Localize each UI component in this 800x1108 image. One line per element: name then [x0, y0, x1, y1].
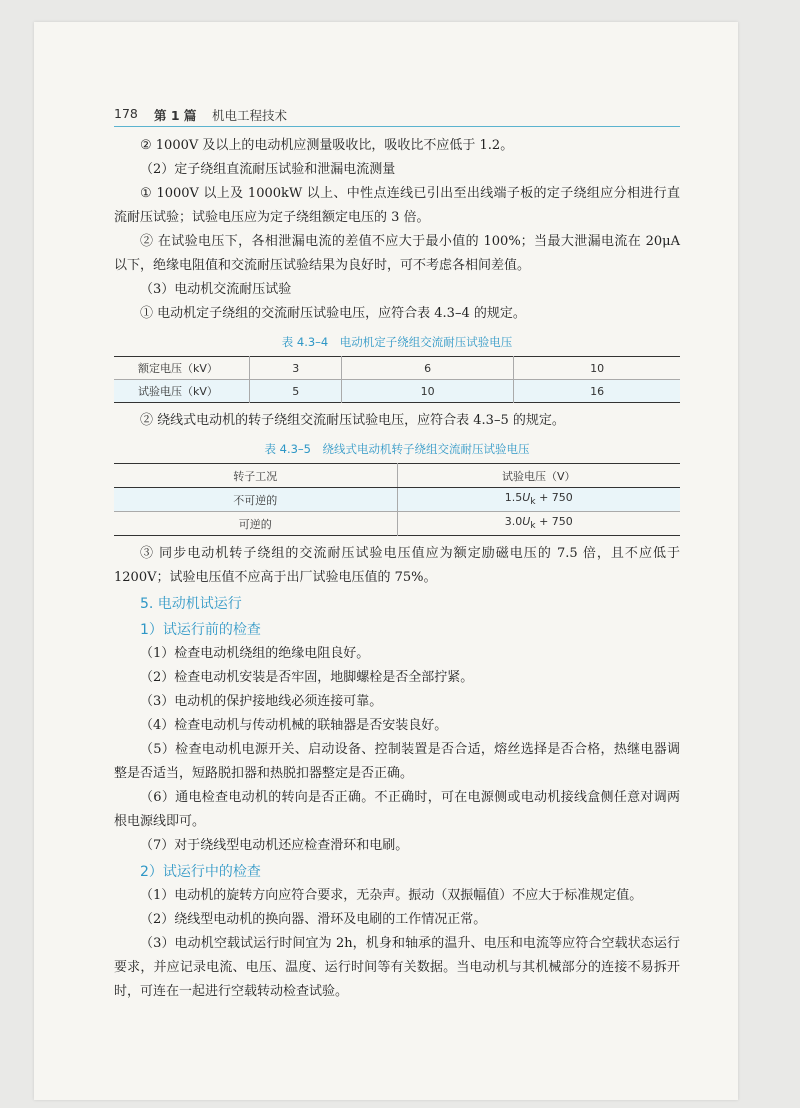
formula-symbol: U	[522, 515, 531, 529]
rotor-voltage-table	[114, 463, 680, 536]
formula-cell	[397, 512, 680, 536]
page-number: 178	[114, 106, 138, 121]
table-row	[114, 357, 680, 380]
stator-voltage-table	[114, 356, 680, 403]
table-row	[114, 380, 680, 403]
paragraph: ② 绕线式电动机的转子绕组交流耐压试验电压，应符合表 4.3–5 的规定。	[140, 413, 565, 428]
subsection-heading: 1）试运行前的检查	[140, 622, 261, 638]
list-item: （5）检查电动机电源开关、启动设备、控制装置是否合适，熔丝选择是否合格，热继电器调整是否适当，短路脱扣器和热脱扣器整定是否正确。	[114, 742, 680, 781]
list-item: （2）绕线型电动机的换向器、滑环及电刷的工作情况正常。	[140, 912, 487, 927]
table-row	[114, 512, 680, 536]
table-caption: 表 4.3–4 电动机定子绕组交流耐压试验电压	[281, 335, 513, 349]
table-header-row	[114, 464, 680, 488]
list-item: （2）检查电动机安装是否牢固，地脚螺栓是否全部拧紧。	[140, 670, 474, 685]
list-item: （7）对于绕线型电动机还应检查滑环和电刷。	[140, 838, 409, 853]
table-caption: 表 4.3–5 绕线式电动机转子绕组交流耐压试验电压	[264, 442, 530, 456]
subsection-heading: 2）试运行中的检查	[140, 864, 261, 880]
chapter-label: 第 1 篇	[154, 108, 197, 123]
page-content	[114, 134, 680, 1004]
paragraph: ③ 同步电动机转子绕组的交流耐压试验电压值应为额定励磁电压的 7.5 倍，且不应低于 1200V；试验电压值不应高于出厂试验电压值的 75%。	[114, 546, 680, 585]
page-header	[114, 102, 680, 127]
table-cell: 可逆的	[238, 517, 272, 531]
table-cell: 6	[342, 357, 514, 380]
formula-suffix: + 750	[535, 491, 573, 505]
row-label: 试验电压（kV）	[114, 380, 250, 403]
table-cell: 10	[342, 380, 514, 403]
list-item: （3）电动机空载试运行时间宜为 2h，机身和轴承的温升、电压和电流等应符合空载状态运行要求，并应记录电流、电压、温度、运行时间等有关数据。当电动机与其机械部分的连接不易拆开时，可连在一起进行空载转动检查试验。	[114, 936, 680, 999]
paragraph: ② 在试验电压下，各相泄漏电流的差值不应大于最小值的 100%；当最大泄漏电流在 20μA 以下，绝缘电阻值和交流耐压试验结果为良好时，可不考虑各相间差值。	[114, 234, 680, 273]
row-label: 额定电压（kV）	[114, 357, 250, 380]
chapter-title: 机电工程技术	[212, 108, 288, 123]
document-page	[34, 22, 738, 1100]
table-row	[114, 488, 680, 512]
formula-coef: 1.5	[504, 491, 523, 505]
paragraph: ① 电动机定子绕组的交流耐压试验电压，应符合表 4.3–4 的规定。	[140, 306, 526, 321]
paragraph: （3）电动机交流耐压试验	[140, 282, 292, 297]
paragraph: ① 1000V 以上及 1000kW 以上、中性点连线已引出至出线端子板的定子绕组应分相进行直流耐压试验；试验电压应为定子绕组额定电压的 3 倍。	[114, 186, 680, 225]
list-item: （6）通电检查电动机的转向是否正确。不正确时，可在电源侧或电动机接线盒侧任意对调两根电源线即可。	[114, 790, 680, 829]
list-item: （1）电动机的旋转方向应符合要求，无杂声。振动（双振幅值）不应大于标准规定值。	[140, 888, 643, 903]
formula-symbol: U	[522, 491, 531, 505]
table-cell: 3	[250, 357, 342, 380]
section-heading: 5. 电动机试运行	[140, 596, 242, 612]
paragraph: ② 1000V 及以上的电动机应测量吸收比，吸收比不应低于 1.2。	[140, 138, 514, 153]
formula-subscript: k	[530, 496, 536, 508]
list-item: （1）检查电动机绕组的绝缘电阻良好。	[140, 646, 370, 661]
table-cell: 16	[514, 380, 680, 403]
list-item: （4）检查电动机与传动机械的联轴器是否安装良好。	[140, 718, 448, 733]
formula-suffix: + 750	[535, 515, 573, 529]
table-cell: 10	[514, 357, 680, 380]
column-header: 转子工况	[114, 464, 397, 488]
column-header: 试验电压（V）	[397, 464, 680, 488]
formula-subscript: k	[530, 520, 536, 532]
table-cell: 不可逆的	[114, 488, 397, 512]
list-item: （3）电动机的保护接地线必须连接可靠。	[140, 694, 383, 709]
paragraph: （2）定子绕组直流耐压试验和泄漏电流测量	[140, 162, 396, 177]
table-cell: 5	[250, 380, 342, 403]
formula-coef: 3.0	[504, 515, 523, 529]
formula-cell	[397, 488, 680, 512]
